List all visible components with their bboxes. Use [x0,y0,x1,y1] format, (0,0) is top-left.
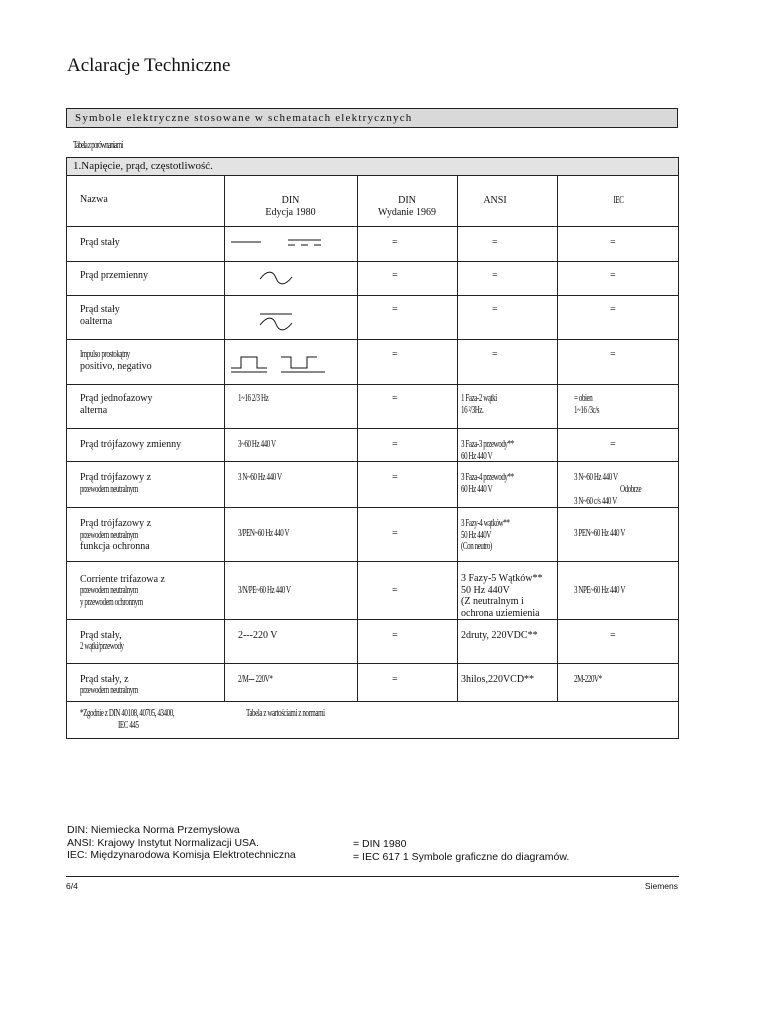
row-name: Prąd stały, z [80,674,129,685]
abbreviation-legend: DIN: Niemiecka Norma Przemysłowa ANSI: Krajowy Instytut Normalizacji USA. IEC: Międzynarodowa Komisja Elektrotechniczna [67,824,296,861]
din1969-value: = [392,237,398,248]
direct-current-symbol [231,240,331,248]
header-iec: IEC [613,195,624,206]
din1980-value: 3/PEN~60 Hz 440 V [238,528,290,539]
row-divider [67,261,678,262]
symbols-table [66,157,679,739]
header-din-1980: DIN Edycja 1980 [265,195,316,218]
row-divider [67,339,678,340]
row-divider [67,663,678,664]
page-number: 6/4 [66,881,78,891]
iec-value: 3 PEN~60 Hz 440 V [574,528,625,539]
iec-value-line2: Odobrze [620,484,642,495]
ansi-value: 3hilos,220VCD** [461,674,535,685]
header-nazwa: Nazwa [80,194,108,205]
table-subnote: Tabela z porównaniami [73,140,123,151]
section-heading: Symbole elektryczne stosowane w schematach elektrycznych [66,108,678,128]
din1969-value: = [392,349,398,360]
row-name: Prąd trójfazowy zmienny [80,439,182,450]
standards-footnote-line2: IEC 445 [118,720,139,731]
standards-footnote-note: Tabela z wartościami z normami [246,708,325,719]
equivalence-legend: = DIN 1980 = IEC 617 1 Symbole graficzne do diagramów. [353,838,570,863]
row-name: Prąd jednofazowy alterna [80,393,153,416]
page-title: Aclaracje Techniczne [67,55,231,76]
row-name: Prąd przemienny [80,270,149,281]
din1980-value: 1~16 2/3 Hz [238,393,269,404]
iec-value: = [610,237,616,248]
row-name: Prąd stały [80,237,120,248]
din1969-value: = [392,304,398,315]
iec-value: 3 NPE~60 Hz 440 V [574,585,625,596]
din1969-value: = [392,674,398,685]
row-name-line2: przewodem neutralnym y przewodem ochronnym [80,585,143,608]
column-divider [224,176,225,701]
din1980-value: 3/N/PE~60 Hz 440 V [238,585,291,596]
row-divider [67,461,678,462]
row-name-line2: przewodem neutralnym [80,484,138,495]
din1969-value: = [392,630,398,641]
din1969-value: = [392,528,398,539]
iec-value-line3: 3 N~60 c/s 440 V [574,496,617,507]
alternating-current-symbol [259,271,293,285]
din1969-value: = [392,393,398,404]
row-divider [67,428,678,429]
row-divider [67,701,678,702]
row-name: Corriente trifazowa z [80,574,165,585]
din1980-value: 2/M--- 220V* [238,674,273,685]
iec-value: = [610,304,616,315]
column-divider [457,176,458,701]
row-divider [67,226,678,227]
row-name-line2: 2 wątki/przewody [80,641,124,652]
iec-value: = [610,439,616,450]
row-divider [67,295,678,296]
row-name: Prąd stały, [80,630,122,641]
din1980-value: 3 N~60 Hz 440 V [238,472,282,483]
header-din-1969: DIN Wydanie 1969 [378,195,436,218]
din1969-value: = [392,472,398,483]
ansi-value: = [492,237,498,248]
header-ansi: ANSI [483,195,507,206]
ansi-value: = [492,304,498,315]
ansi-value: 3 Faza-3 przewody** 60 Hz 440 V [461,439,514,462]
row-name: Impulso prostokątny [80,349,130,360]
column-divider [557,176,558,701]
row-divider [67,619,678,620]
ansi-value: 3 Fazy-4 wątków** 50 Hz 440V (Con neutro) [461,518,510,552]
ansi-value: 1 Faza-2 wątki 16 ²/3Hz. [461,393,497,416]
ansi-value: 3 Fazy-5 Wątków** 50 Hz 440V (Z neutralnym i ochrona uziemienia [461,573,543,619]
ansi-value: 3 Faza-4 przewody** 60 Hz 440 V [461,472,514,495]
ansi-value: 2druty, 220VDC** [461,630,538,641]
iec-value: = [610,270,616,281]
row-divider [67,561,678,562]
ansi-value: = [492,270,498,281]
row-name: Prąd stały oalterna [80,304,120,327]
row-name: Prąd trójfazowy z [80,518,152,529]
row-name-line2: positivo, negativo [80,361,152,372]
din1969-value: = [392,439,398,450]
row-name-line3: funkcja ochronna [80,541,150,552]
ansi-value: = [492,349,498,360]
din1980-value: 3~60 Hz 440 V [238,439,276,450]
row-divider [67,384,678,385]
row-name: Prąd trójfazowy z [80,472,152,483]
iec-value: = [610,630,616,641]
iec-value: = [610,349,616,360]
din1969-value: = [392,270,398,281]
iec-value: = obien 1~16 /3c/s [574,393,600,416]
iec-value: 2M-220V* [574,674,602,685]
din1969-value: = [392,585,398,596]
rectangular-pulse-symbol [231,355,326,373]
footer-divider [66,876,679,877]
brand-name: Siemens [644,881,678,891]
column-divider [357,176,358,701]
ac-dc-symbol [259,313,293,331]
row-name-line2: przewodem neutralnym [80,530,138,541]
iec-value: 3 N~60 Hz 440 V [574,472,618,483]
category-heading: 1.Napięcie, prąd, częstotliwość. [67,158,678,176]
din1980-value: 2---220 V [238,630,278,641]
row-name-line2: przewodem neutralnym [80,685,138,696]
standards-footnote: *Zgodnie z DIN 40108, 40705, 43400, [80,708,175,719]
